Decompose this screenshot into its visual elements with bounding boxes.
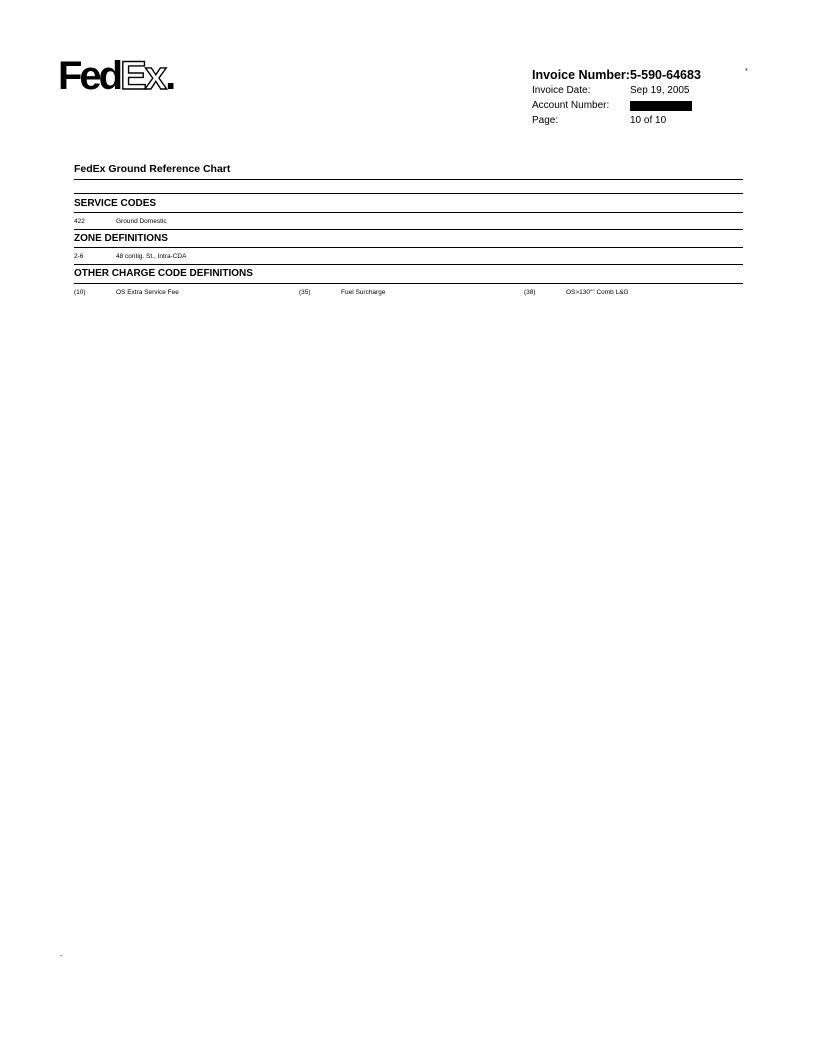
charge-code: (35) (299, 289, 311, 296)
invoice-date-row (532, 83, 712, 98)
zone-description: 48 contig. St., Intra-CDA (116, 253, 187, 260)
divider (74, 193, 743, 194)
divider (74, 179, 743, 180)
invoice-date-label: Invoice Date: (532, 85, 591, 96)
logo-fed: Fed (58, 54, 121, 98)
charge-description: OS Extra Service Fee (116, 289, 179, 296)
invoice-number-label: Invoice Number: (532, 67, 630, 82)
divider (74, 264, 743, 265)
logo-ex: Ex (120, 54, 166, 98)
other-charges-heading: OTHER CHARGE CODE DEFINITIONS (74, 268, 253, 279)
page-value: 10 of 10 (630, 115, 667, 126)
account-number-row (532, 98, 712, 113)
account-number-redaction (630, 101, 692, 111)
divider (74, 247, 743, 248)
bottom-left-mark: - (60, 953, 63, 960)
fedex-logo (58, 54, 177, 98)
service-codes-heading: SERVICE CODES (74, 198, 157, 209)
charge-code: (10) (74, 289, 86, 296)
divider (74, 212, 743, 213)
zone-code: 2-6 (74, 253, 84, 260)
charge-description: OS>130"" Comb L&G (566, 289, 629, 296)
invoice-date-value: Sep 19, 2005 (630, 85, 690, 96)
invoice-header (532, 66, 712, 128)
divider (74, 283, 743, 284)
invoice-number-value: 5-590-64683 (630, 67, 701, 82)
charge-code: (38) (524, 289, 536, 296)
page-row (532, 113, 712, 128)
logo-dot: . (165, 54, 177, 98)
service-code: 422 (74, 218, 85, 225)
charge-description: Fuel Surcharge (341, 289, 386, 296)
top-right-mark: * (745, 68, 748, 75)
page-label: Page: (532, 115, 559, 126)
divider (74, 229, 743, 230)
zone-definitions-heading: ZONE DEFINITIONS (74, 233, 168, 244)
service-description: Ground Domestic (116, 218, 167, 225)
invoice-number-row (532, 66, 712, 83)
chart-title: FedEx Ground Reference Chart (74, 163, 231, 175)
account-number-label: Account Number: (532, 100, 610, 111)
